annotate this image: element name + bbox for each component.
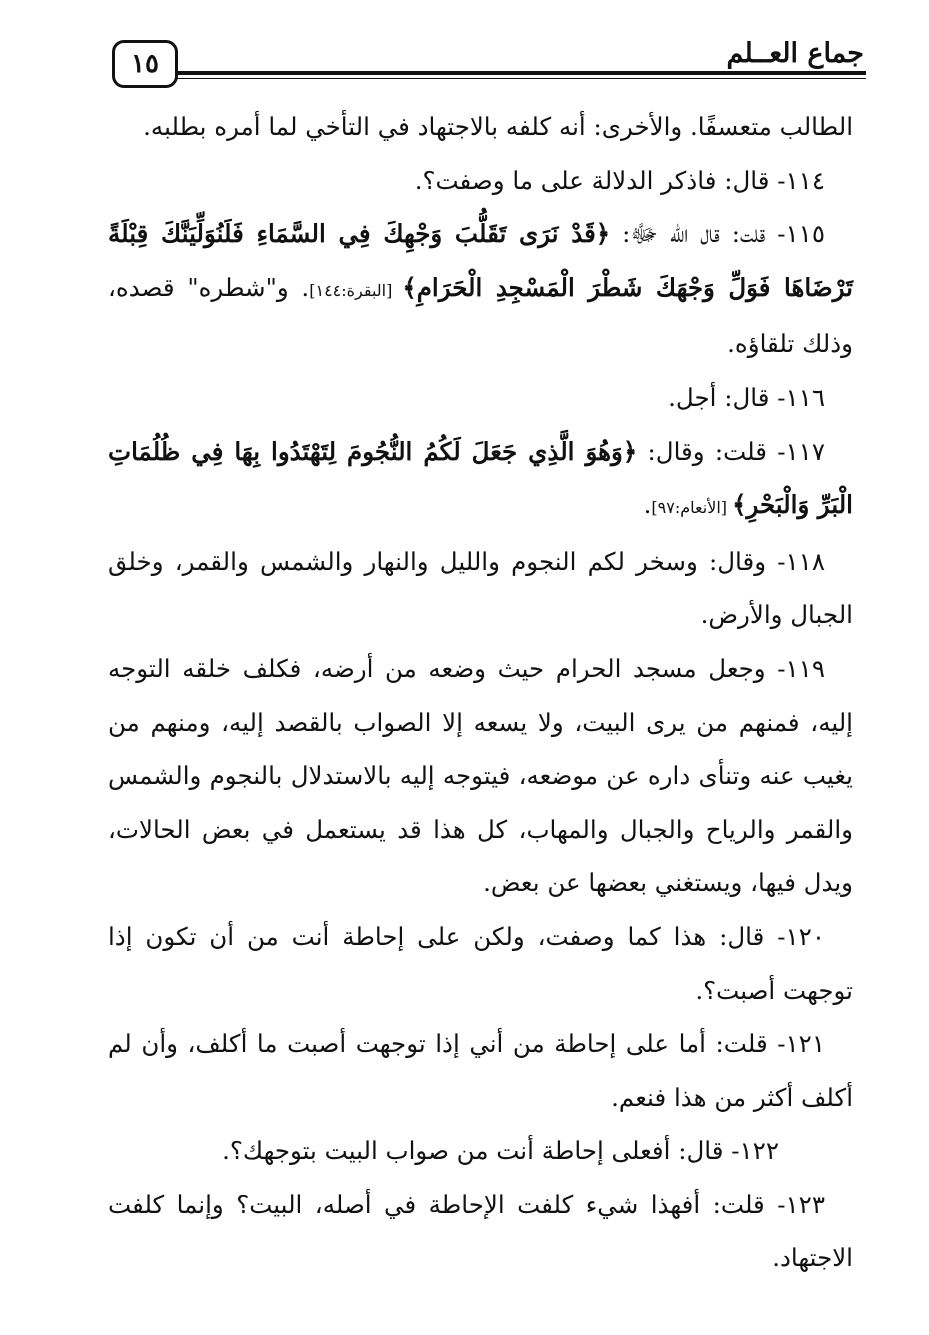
paragraph-116 [108, 371, 853, 425]
paragraph-text: ١١٦- قال: أجل. [668, 382, 825, 412]
paragraph-text: ١١٨- وقال: وسخر لكم النجوم والليل والنهار والشمس والقمر، وخلق الجبال والأرض. [108, 546, 853, 630]
paragraph-continuation [108, 100, 853, 154]
paragraph-121 [108, 1017, 853, 1124]
paragraph-text: ١١٤- قال: فاذكر الدلالة على ما وصفت؟. [414, 165, 825, 195]
paragraph-text: ١١٥- قلت: قال الله ﷻ: [610, 219, 825, 249]
paragraph-text: ١٢٣- قلت: أفهذا شيء كلفت الإحاطة في أصله، البيت؟ وإنما كلفت الاجتهاد. [108, 1189, 853, 1273]
verse-reference: [البقرة:١٤٤] [309, 280, 403, 300]
quran-verse: ﴿وَهُوَ الَّذِي جَعَلَ لَكُمُ النُّجُومَ لِتَهْتَدُوا بِهَا فِي ظُلُمَاتِ الْبَرِّ وَالْبَحْرِ﴾ [108, 436, 853, 520]
quran-verse: ﴿قَدْ نَرَى تَقَلُّبَ وَجْهِكَ فِي السَّمَاءِ فَلَنُوَلِّيَنَّكَ قِبْلَةً تَرْضَاهَا فَوَلِّ وَجْهَكَ شَطْرَ الْمَسْجِدِ الْحَرَامِ﴾ [108, 219, 853, 302]
paragraph-text: . و"شطره" قصده، وذلك تلقاؤه. [108, 272, 853, 359]
paragraph-122 [108, 1124, 853, 1178]
paragraph-text: ١٢٢- قال: أفعلى إحاطة أنت من صواب البيت بتوجهك؟. [222, 1136, 779, 1166]
paragraph-text: ١٢٠- قال: هذا كما وصفت، ولكن على إحاطة أنت من أن تكون إذا توجهت أصبت؟. [108, 921, 853, 1005]
body-text [108, 100, 853, 1285]
paragraph-text: ١٢١- قلت: أما على إحاطة من أني إذا توجهت أصبت ما أكلف، وأن لم أكلف أكثر من هذا فنعم. [108, 1029, 853, 1112]
verse-reference: [الأنعام:٩٧] [651, 498, 733, 518]
paragraph-118 [108, 535, 853, 642]
paragraph-text: ١١٩- وجعل مسجد الحرام حيث وضعه من أرضه، فكلف خلقه التوجه إليه، فمنهم من يرى البيت، ولا يسعه إلا الصواب بالقصد إليه، ومنهم من يغيب عنه وتنأى داره عن موضعه، فيتوجه إليه بالاستدلال بالنجوم والشمس والقمر والرياح والجبال والمهاب، كل هذا قد يستعمل في بعض الحالات، ويدل فيها، ويستغني بعضها عن بعض. [108, 653, 853, 898]
paragraph-123 [108, 1178, 853, 1285]
paragraph-text: . [643, 490, 652, 520]
paragraph-119 [108, 642, 853, 910]
paragraph-117 [108, 425, 853, 535]
header-rule-thin [172, 78, 866, 79]
paragraph-text: ١١٧- قلت: وقال: [637, 436, 825, 466]
running-title: جماع العــلم [726, 38, 864, 69]
paragraph-120 [108, 910, 853, 1017]
paragraph-115 [108, 207, 853, 371]
page-header [108, 38, 866, 88]
paragraph-114 [108, 154, 853, 208]
paragraph-text: الطالب متعسفًا. والأخرى: أنه كلفه بالاجتهاد في التأخي لما أمره بطلبه. [143, 112, 853, 141]
page-number: ١٥ [112, 40, 178, 88]
